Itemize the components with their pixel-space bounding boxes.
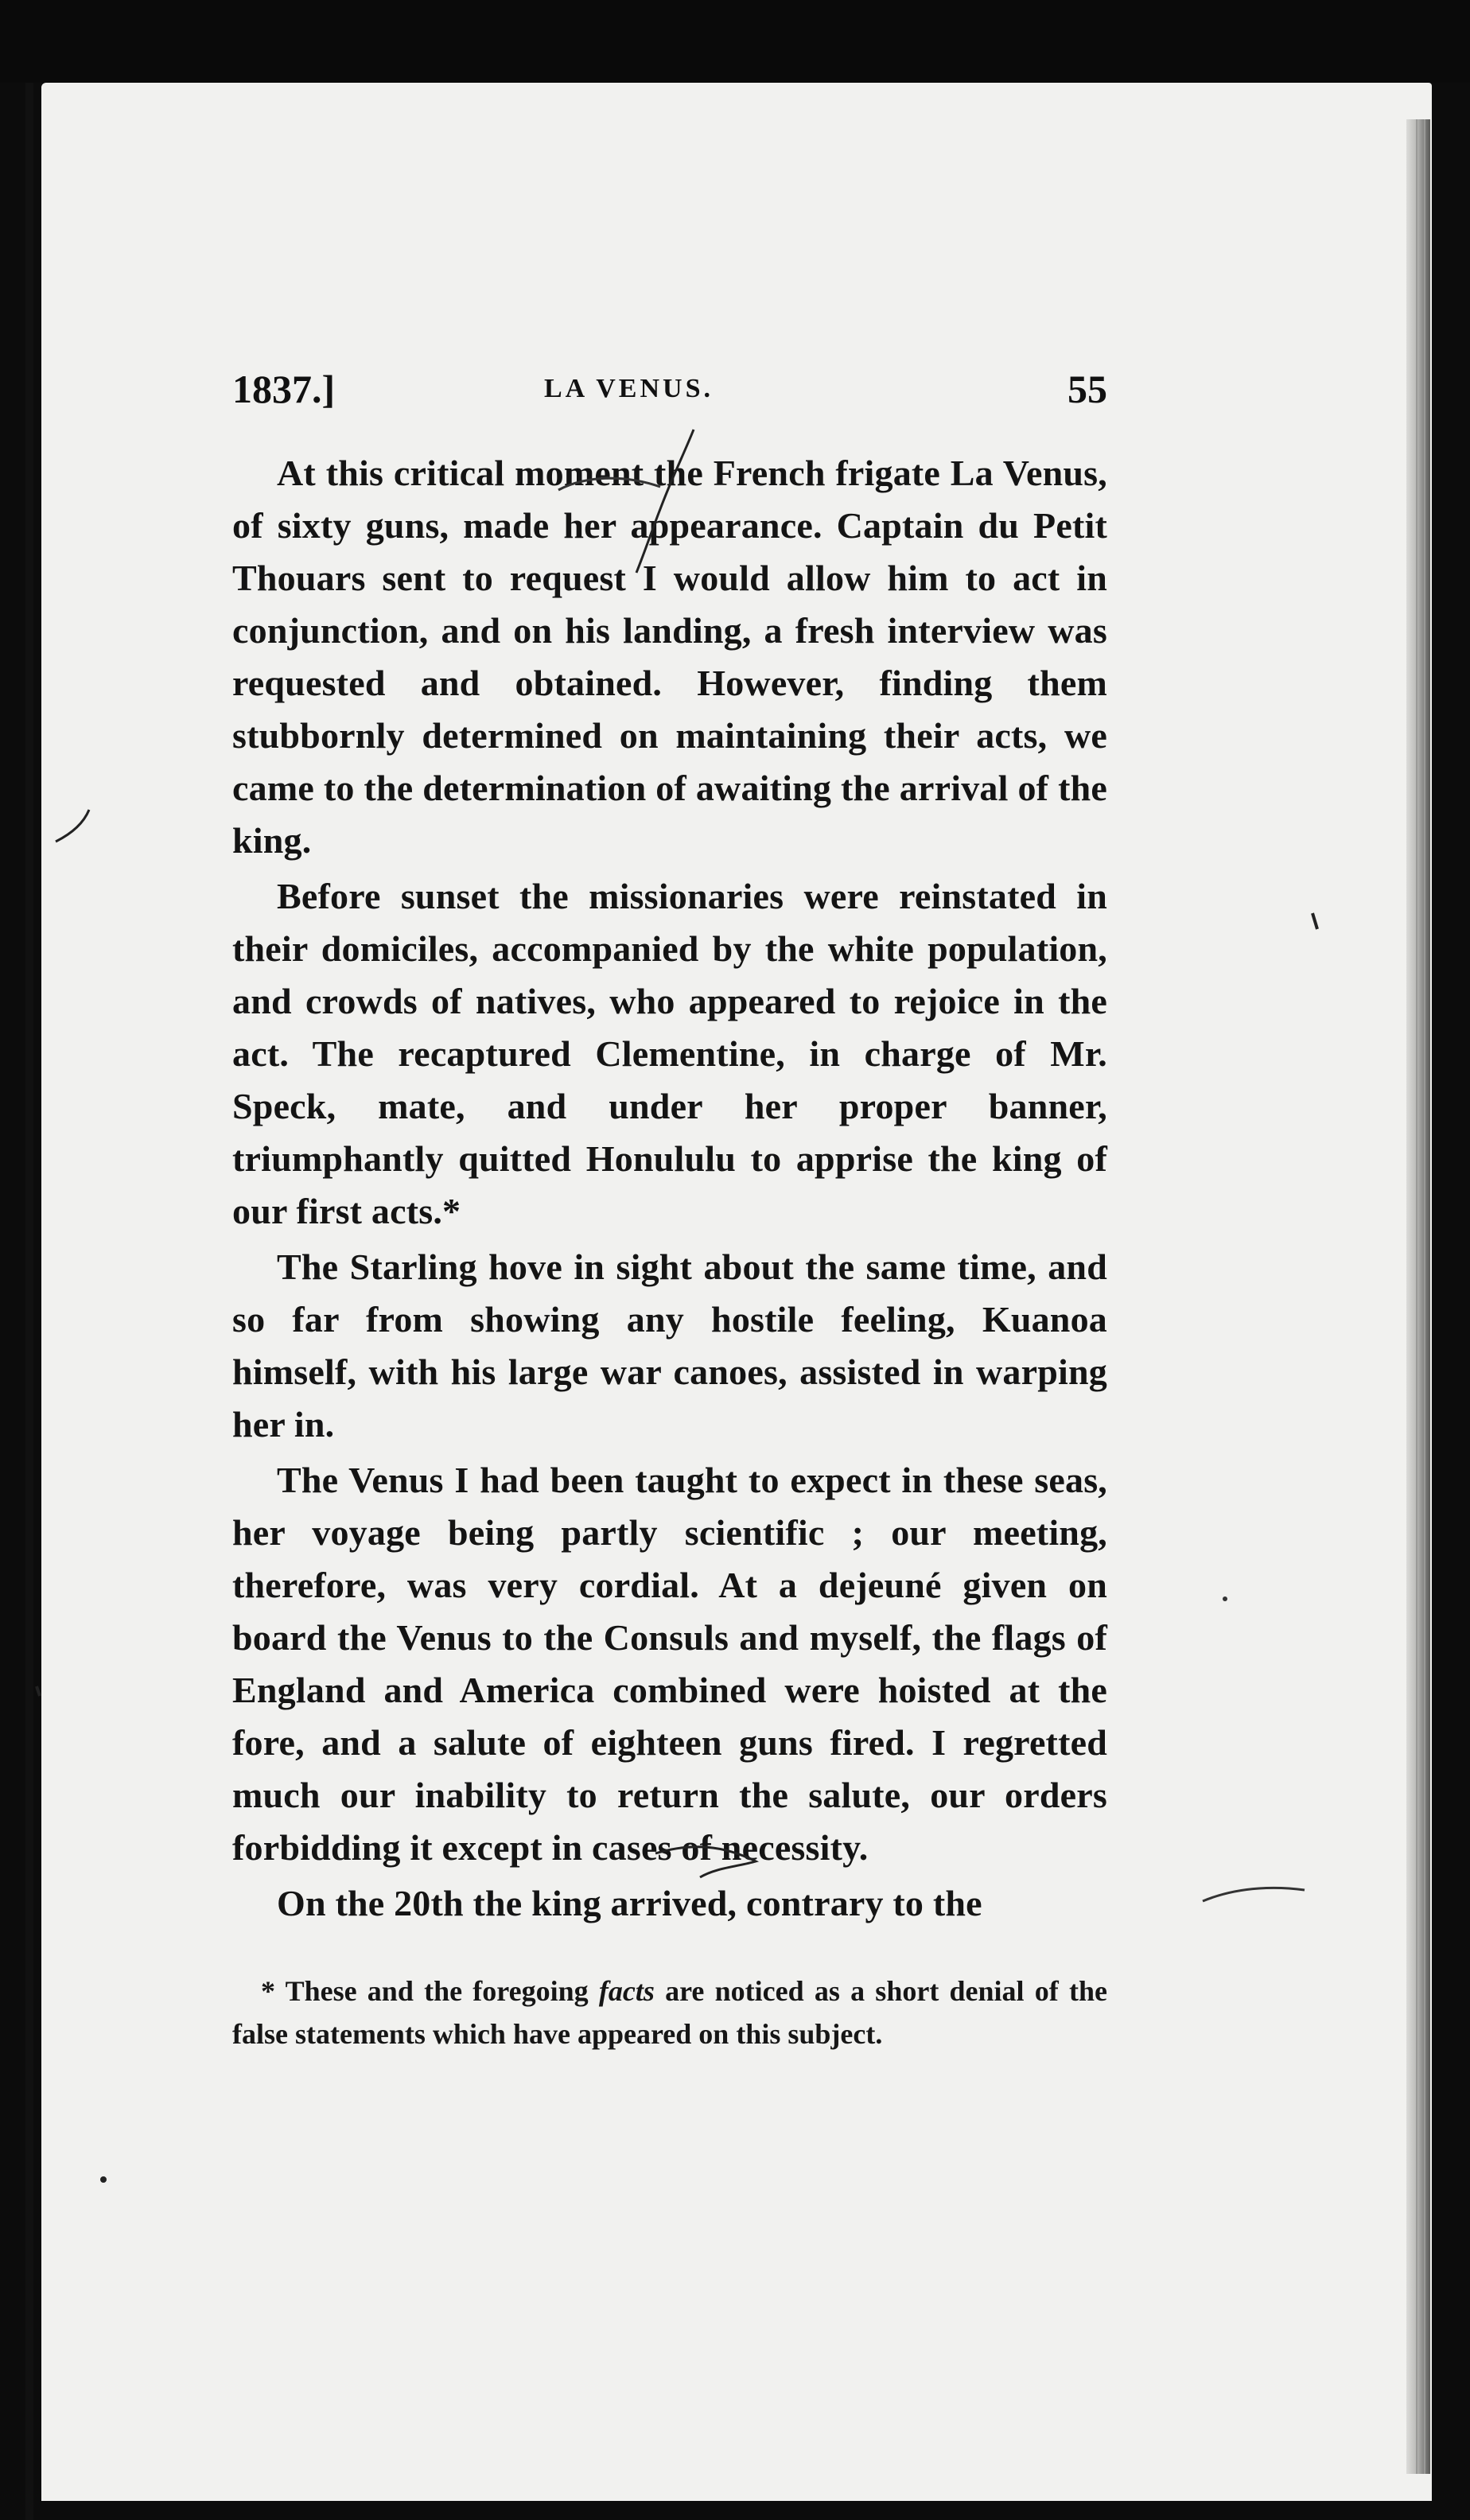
paragraph: At this critical moment the French frigate La Venus, of sixty guns, made her appearance. Captain du Petit Thouars sent to request I would allow him to act in conjunction, and on his landing, a fresh interview was requested and obtained. However, finding them stubbornly determined on maintaining their acts, we came to the determination of awaiting the arrival of the king. bbox=[232, 453, 1107, 861]
footnote-emphasis: facts bbox=[598, 1975, 655, 2007]
paragraph: The Venus I had been taught to expect in these seas, her voyage being partly scientific ; our meeting, therefore, was very cordial. At a dejeuné given on board the Venus to the Consuls and myself, the flags of England and America combined were hoisted at the fore, and a salute of eighteen guns fired. I regretted much our inability to return the salute, our orders forbidding it except in cases of necessity. bbox=[232, 1460, 1107, 1868]
body-text bbox=[232, 447, 1107, 1933]
footnote-text: are noticed as a short denial of the false statements which have appeared on this subject. bbox=[232, 1975, 1107, 2050]
paragraph: On the 20th the king arrived, contrary to the bbox=[277, 1883, 982, 1923]
page-edge-line bbox=[1416, 119, 1418, 2474]
page-edge-shadow bbox=[1406, 119, 1430, 2474]
footnote bbox=[232, 1970, 1107, 2055]
footnote-text: * These and the foregoing bbox=[261, 1975, 599, 2007]
paragraph: The Starling hove in sight about the same time, and so far from showing any hostile feeling, Kuanoa himself, with his large war canoes, assisted in warping her in. bbox=[232, 1246, 1107, 1445]
page-edge-line bbox=[1424, 119, 1425, 2474]
header-title: LA VENUS. bbox=[544, 374, 714, 403]
scan-top-border bbox=[0, 0, 1470, 83]
paragraph: Before sunset the missionaries were reinstated in their domiciles, accompanied by the white population, and crowds of natives, who appeared to rejoice in the act. The recaptured Clementine, in charge of Mr. Speck, mate, and under her proper banner, triumphantly quitted Honululu to apprise the king of our first acts.* bbox=[232, 876, 1107, 1231]
header-year: 1837.] bbox=[232, 367, 336, 411]
speck-mark bbox=[37, 1686, 40, 1696]
binding-shadow bbox=[25, 83, 33, 2520]
running-header bbox=[232, 366, 1107, 422]
page-number: 55 bbox=[1068, 367, 1107, 411]
